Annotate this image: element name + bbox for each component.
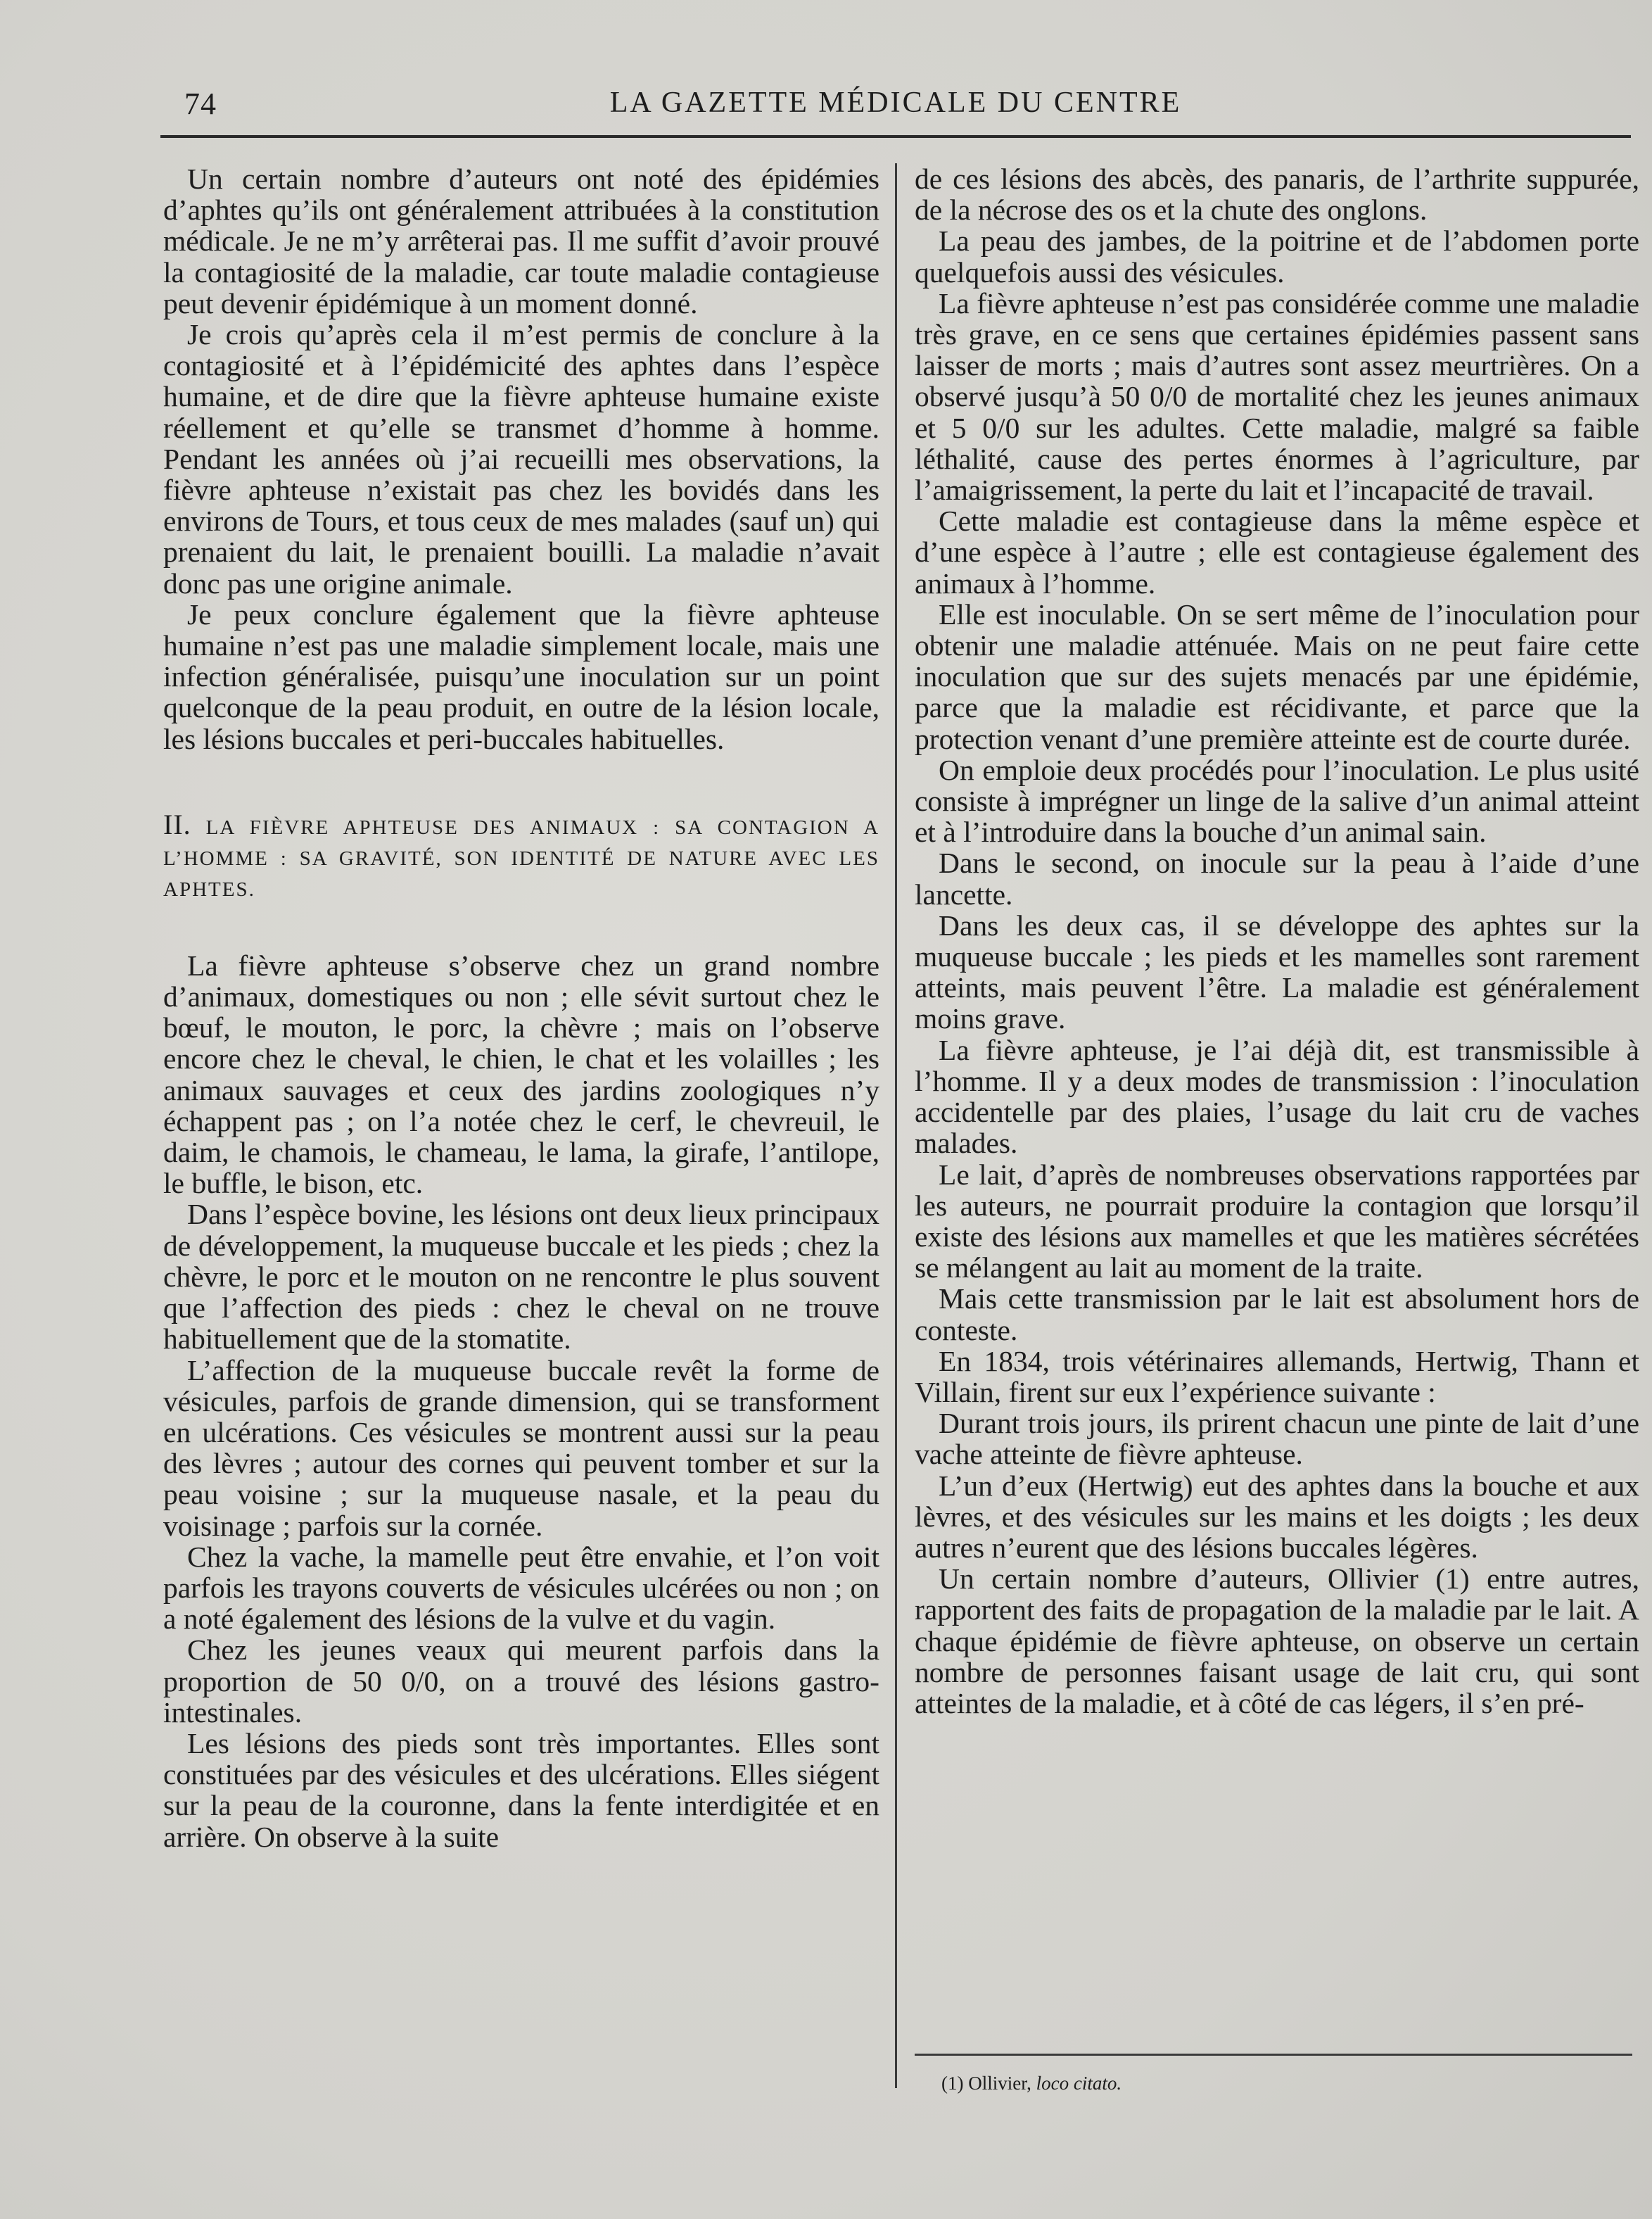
paragraph: Un certain nombre d’auteurs ont noté des épidémies d’aphtes qu’ils ont généralement attribuées à la constitution médicale. Je ne m’y arrêterai pas. Il me suffit d’avoir prouvé la contagiosité de la maladie, car toute maladie contagieuse peut devenir épidémique à un moment donné. [163, 163, 879, 320]
paragraph: Un certain nombre d’auteurs, Ollivier (1) entre autres, rapportent des faits de propagation de la maladie par le lait. A chaque épidémie de fièvre aphteuse, on observe un certain nombre de personnes faisant usage de lait cru, qui sont atteintes de la maladie, et à côté de cas légers, il s’en pré- [915, 1562, 1639, 1719]
paragraph: Durant trois jours, ils prirent chacun une pinte de lait d’une vache atteinte de fièvre aphteuse. [915, 1407, 1639, 1471]
paragraph: La fièvre aphteuse, je l’ai déjà dit, est transmissible à l’homme. Il y a deux modes de transmission : l’inoculation accidentelle par des plaies, l’usage du lait cru de vaches malades. [915, 1033, 1639, 1160]
page-number: 74 [184, 87, 217, 121]
paragraph: Chez les jeunes veaux qui meurent parfois dans la proportion de 50 0/0, on a trouvé des lésions gastro-intestinales. [163, 1633, 879, 1728]
paragraph: La peau des jambes, de la poitrine et de l’abdomen porte quelquefois aussi des vésicules. [915, 225, 1639, 289]
column-divider [895, 163, 897, 2088]
header-rule [160, 135, 1631, 138]
footnote-marker: (1) Ollivier, [941, 2073, 1031, 2094]
paragraph: Elle est inoculable. On se sert même de l’inoculation pour obtenir une maladie atténuée. Mais on ne peut faire cette inoculation que sur des sujets menacés par une épidémie, parce que la maladie est récidivante, et parce que la protection venant d’une première atteinte est de courte durée. [915, 598, 1639, 755]
paragraph: Mais cette transmission par le lait est absolument hors de conteste. [915, 1282, 1639, 1346]
footnote [941, 2071, 1122, 2096]
right-column [915, 163, 1639, 1719]
paragraph: Je crois qu’après cela il m’est permis de conclure à la contagiosité et à l’épidémicité des aphtes dans l’espèce humaine, et de dire que la fièvre aphteuse humaine existe réellement et qu’elle se transmet d’homme à homme. Pendant les années où j’ai recueilli mes observations, la fièvre aphteuse n’existait pas chez les bovidés dans les environs de Tours, et tous ceux de mes malades (sauf un) qui prenaient du lait, le prenaient bouilli. La maladie n’avait donc pas une origine animale. [163, 318, 879, 600]
paragraph: Je peux conclure également que la fièvre aphteuse humaine n’est pas une maladie simplement locale, mais une infection généralisée, puisqu’une inoculation sur un point quelconque de la peau produit, en outre de la lésion locale, les lésions buccales et peri-buccales habituelles. [163, 598, 879, 755]
paragraph: Dans le second, on inocule sur la peau à l’aide d’une lancette. [915, 847, 1639, 911]
paragraph: de ces lésions des abcès, des panaris, de l’arthrite suppurée, de la nécrose des os et la chute des onglons. [915, 163, 1639, 227]
paragraph: En 1834, trois vétérinaires allemands, Hertwig, Thann et Villain, firent sur eux l’expérience suivante : [915, 1344, 1639, 1408]
paragraph: L’affection de la muqueuse buccale revêt la forme de vésicules, parfois de grande dimension, qui se transforment en ulcérations. Ces vésicules se montrent aussi sur la peau des lèvres ; autour des cornes qui peuvent tomber et sur la peau voisine ; sur la muqueuse nasale, et la peau du voisinage ; parfois sur la cornée. [163, 1353, 879, 1542]
paragraph: Les lésions des pieds sont très importantes. Elles sont constituées par des vésicules et des ulcérations. Elles siégent sur la peau de la couronne, dans la fente interdigitée et en arrière. On observe à la suite [163, 1726, 879, 1853]
paragraph: On emploie deux procédés pour l’inoculation. Le plus usité consiste à imprégner un linge de la salive d’un animal atteint et à l’introduire dans la bouche d’un animal sain. [915, 753, 1639, 849]
paragraph: Chez la vache, la mamelle peut être envahie, et l’on voit parfois les trayons couverts de vésicules ulcérées ou non ; on a noté également des lésions de la vulve et du vagin. [163, 1540, 879, 1636]
paragraph: Cette maladie est contagieuse dans la même espèce et d’une espèce à l’autre ; elle est contagieuse également des animaux à l’homme. [915, 505, 1639, 600]
paragraph: La fièvre aphteuse n’est pas considérée comme une maladie très grave, en ce sens que certaines épidémies passent sans laisser de morts ; mais d’autres sont assez meurtrières. On a observé jusqu’à 50 0/0 de mortalité chez les jeunes animaux et 5 0/0 sur les adultes. Cette maladie, malgré sa faible léthalité, cause des pertes énormes à l’agriculture, par l’amaigrissement, la perte du lait et l’incapacité de travail. [915, 286, 1639, 507]
section-numeral: II. [163, 808, 191, 840]
left-column [163, 163, 879, 1852]
paragraph: Dans les deux cas, il se développe des aphtes sur la muqueuse buccale ; les pieds et les mamelles sont rarement atteints, mais peuvent l’être. La maladie est généralement moins grave. [915, 909, 1639, 1035]
footnote-citation: loco citato. [1036, 2073, 1122, 2094]
paragraph: L’un d’eux (Hertwig) eut des aphtes dans la bouche et aux lèvres, et des vésicules sur les mains et les doigts ; les deux autres n’eurent que des lésions buccales légères. [915, 1469, 1639, 1564]
paragraph: Le lait, d’après de nombreuses observations rapportées par les auteurs, ne pourrait produire la contagion que lorsqu’il existe des lésions aux mamelles et que les matières sécrétées se mélangent au lait au moment de la traite. [915, 1158, 1639, 1284]
journal-title: LA GAZETTE MÉDICALE DU CENTRE [609, 87, 1182, 119]
section-heading [163, 809, 879, 905]
running-header [160, 79, 1631, 128]
paragraph: La fièvre aphteuse s’observe chez un grand nombre d’animaux, domestiques ou non ; elle sévit surtout chez le bœuf, le mouton, le porc, la chèvre ; mais on l’observe encore chez le cheval, le chien, le chat et les volailles ; les animaux sauvages et ceux des jardins zoologiques n’y échappent pas ; on l’a notée chez le cerf, le chevreuil, le daim, le chamois, le chameau, le lama, la girafe, l’antilope, le buffle, le bison, etc. [163, 949, 879, 1200]
footnote-rule [915, 2054, 1632, 2056]
paragraph: Dans l’espèce bovine, les lésions ont deux lieux principaux de développement, la muqueuse buccale et les pieds ; chez la chèvre, le porc et le mouton on ne rencontre le plus souvent que l’affection des pieds : chez le cheval on ne trouve habituellement que de la stomatite. [163, 1198, 879, 1355]
section-heading-text: LA FIÈVRE APHTEUSE DES ANIMAUX : SA CONTAGION A L’HOMME : SA GRAVITÉ, SON IDENTITÉ DE NATURE AVEC LES APHTES. [163, 816, 880, 901]
